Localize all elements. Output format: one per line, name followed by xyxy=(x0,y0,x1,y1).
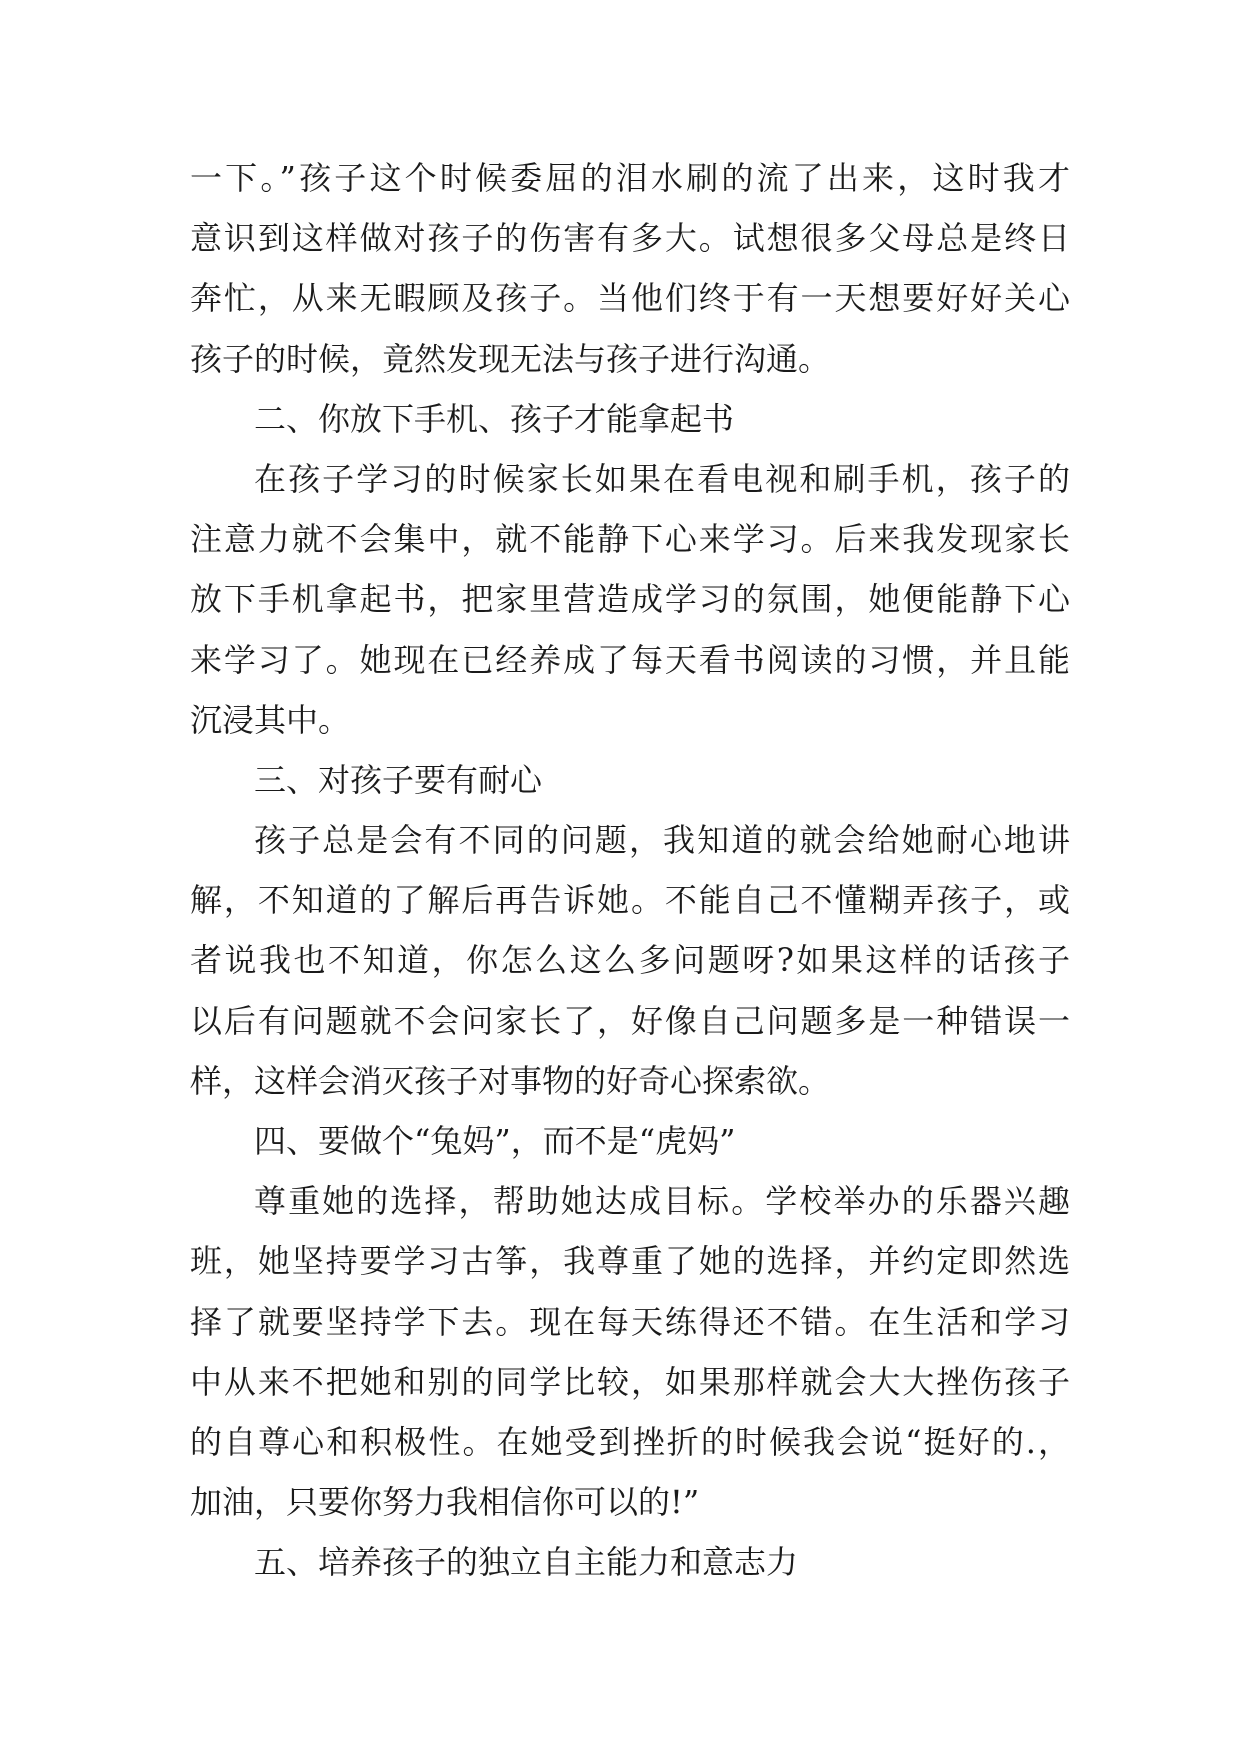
paragraph-line: 意识到这样做对孩子的伤害有多大。试想很多父母总是终日 xyxy=(190,219,1070,258)
paragraph-line: 班，她坚持要学习古筝，我尊重了她的选择，并约定即然选 xyxy=(190,1242,1070,1281)
paragraph-line: 解，不知道的了解后再告诉她。不能自己不懂糊弄孩子，或 xyxy=(190,881,1070,920)
paragraph-line: 放下手机拿起书，把家里营造成学习的氛围，她便能静下心 xyxy=(190,580,1070,619)
paragraph-line: 加油，只要你努力我相信你可以的!” xyxy=(190,1483,700,1522)
section-heading: 二、你放下手机、孩子才能拿起书 xyxy=(254,399,735,438)
paragraph-line: 中从来不把她和别的同学比较，如果那样就会大大挫伤孩子 xyxy=(190,1362,1070,1401)
paragraph-line: 以后有问题就不会问家长了，好像自己问题多是一种错误一 xyxy=(190,1001,1070,1040)
paragraph-line: 孩子的时候，竟然发现无法与孩子进行沟通。 xyxy=(190,339,831,378)
paragraph-line: 注意力就不会集中，就不能静下心来学习。后来我发现家长 xyxy=(190,520,1070,559)
paragraph-line: 在孩子学习的时候家长如果在看电视和刷手机，孩子的 xyxy=(254,459,1070,498)
paragraph-line: 孩子总是会有不同的问题，我知道的就会给她耐心地讲 xyxy=(254,821,1070,860)
paragraph-line: 奔忙，从来无暇顾及孩子。当他们终于有一天想要好好关心 xyxy=(190,279,1070,318)
paragraph-line: 一下。”孩子这个时候委屈的泪水刷的流了出来，这时我才 xyxy=(190,159,1070,197)
section-heading: 四、要做个“兔妈”，而不是“虎妈” xyxy=(254,1122,736,1160)
section-heading: 三、对孩子要有耐心 xyxy=(254,760,543,799)
paragraph-line: 尊重她的选择，帮助她达成目标。学校举办的乐器兴趣 xyxy=(254,1182,1070,1221)
paragraph-line: 的自尊心和积极性。在她受到挫折的时候我会说“挺好的.， xyxy=(190,1422,1070,1461)
paragraph-line: 来学习了。她现在已经养成了每天看书阅读的习惯，并且能 xyxy=(190,640,1070,679)
paragraph-line: 样，这样会消灭孩子对事物的好奇心探索欲。 xyxy=(190,1061,831,1100)
section-heading: 五、培养孩子的独立自主能力和意志力 xyxy=(254,1543,799,1582)
paragraph-line: 者说我也不知道，你怎么这么多问题呀?如果这样的话孩子 xyxy=(190,941,1070,980)
paragraph-line: 沉浸其中。 xyxy=(190,700,351,739)
document-body xyxy=(190,148,1070,1593)
paragraph-line: 择了就要坚持学下去。现在每天练得还不错。在生活和学习 xyxy=(190,1302,1070,1341)
